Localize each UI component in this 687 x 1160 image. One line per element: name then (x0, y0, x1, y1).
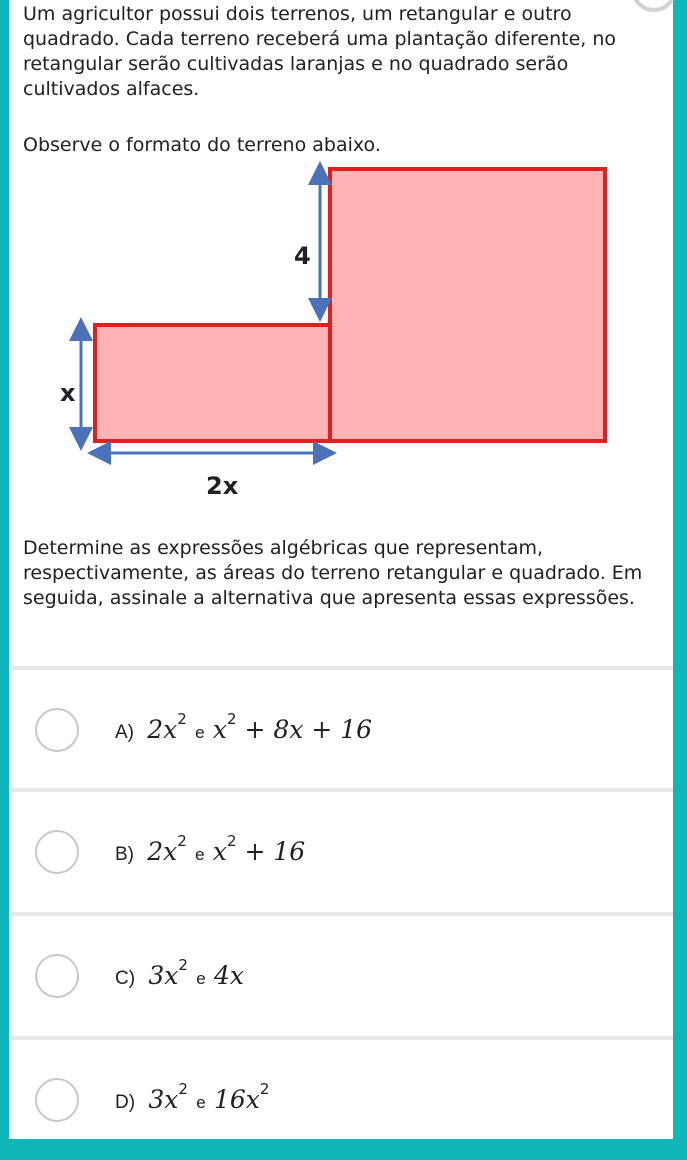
expression-term: + 8x + 16 (236, 715, 373, 744)
question-prompt: Determine as expressões algébricas que representam, respectivamente, as áreas do terreno retangular e quadrado. Em seguida, assinale a alternativa que apresenta essas expressões. (23, 537, 643, 609)
bottom-bar (0, 1139, 687, 1145)
option-b[interactable] (9, 792, 673, 912)
rect-height-label: x (60, 379, 76, 407)
question-card (9, 0, 673, 1145)
option-d-text (115, 1080, 270, 1117)
option-letter: C) (115, 968, 136, 989)
conjunction: e (195, 845, 205, 864)
option-letter: A) (115, 722, 134, 743)
exponent: 2 (178, 1080, 188, 1098)
option-c-text (115, 956, 244, 993)
expression-term: 2x (147, 837, 178, 866)
expression-term: 16x (213, 1085, 260, 1114)
expression-term: 3x (148, 961, 179, 990)
expression-term: 4x (213, 961, 244, 990)
option-letter: D) (115, 1092, 136, 1113)
exponent: 2 (177, 832, 187, 850)
square-side-label: 4 (294, 242, 311, 270)
expression-term: x (212, 715, 227, 744)
exponent: 2 (178, 956, 188, 974)
question-observe: Observe o formato do terreno abaixo. (23, 134, 381, 156)
terrain-figure (9, 160, 673, 500)
conjunction: e (196, 969, 206, 988)
exponent: 2 (177, 710, 187, 728)
expression-term: 3x (148, 1085, 179, 1114)
exponent: 2 (226, 832, 237, 850)
expression-term: + 16 (236, 837, 306, 866)
option-a-text (115, 710, 373, 747)
radio-button[interactable] (35, 708, 79, 752)
rect-width-label: 2x (206, 472, 239, 500)
conjunction: e (195, 723, 205, 742)
radio-button[interactable] (35, 954, 79, 998)
square-terrain (330, 169, 605, 441)
expression-term: x (212, 837, 227, 866)
option-letter: B) (115, 844, 134, 865)
exponent: 2 (259, 1080, 270, 1098)
conjunction: e (196, 1093, 206, 1112)
radio-button[interactable] (35, 830, 79, 874)
exponent: 2 (226, 710, 237, 728)
rectangular-terrain (95, 325, 330, 441)
radio-button[interactable] (35, 1078, 79, 1122)
question-intro: Um agricultor possui dois terrenos, um retangular e outro quadrado. Cada terreno receberá uma plantação diferente, no retangular serão cultivadas laranjas e no quadrado serão cultivados alfaces. (23, 3, 617, 100)
option-a[interactable] (9, 670, 673, 790)
expression-term: 2x (147, 715, 178, 744)
option-c[interactable] (9, 916, 673, 1036)
option-b-text (115, 832, 306, 869)
